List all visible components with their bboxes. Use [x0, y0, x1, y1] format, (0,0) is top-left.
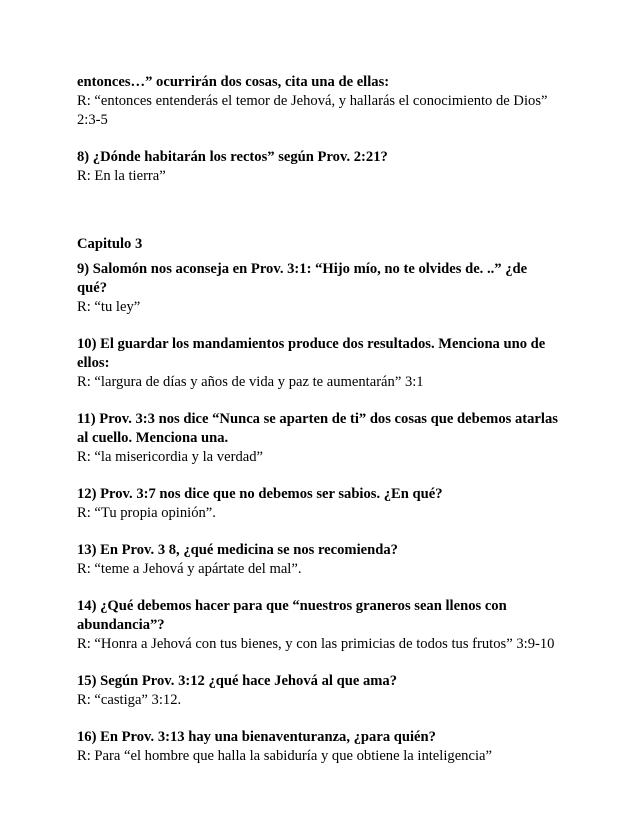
qa-block: [77, 672, 577, 710]
answer-line: R: “castiga” 3:12.: [77, 692, 182, 708]
question-line: 12) Prov. 3:7 nos dice que no debemos ser sabios. ¿En qué?: [77, 486, 443, 502]
question-line: 8) ¿Dónde habitarán los rectos” según Prov. 2:21?: [77, 149, 388, 165]
answer-line: R: “teme a Jehová y apártate del mal”.: [77, 561, 302, 577]
qa-block: [77, 541, 577, 579]
answer-line: R: “Tu propia opinión”.: [77, 505, 216, 521]
question-line: 16) En Prov. 3:13 hay una bienaventuranza, ¿para quién?: [77, 729, 436, 745]
qa-block: [77, 73, 577, 130]
qa-block: [77, 410, 577, 467]
qa-block: [77, 597, 577, 654]
qa-block: [77, 485, 577, 523]
question-line: abundancia”?: [77, 617, 165, 633]
qa-block: [77, 728, 577, 766]
question-line: al cuello. Menciona una.: [77, 430, 229, 446]
question-line: qué?: [77, 280, 108, 296]
question-line: ellos:: [77, 355, 110, 371]
chapter-heading: Capitulo 3: [77, 236, 143, 252]
question-line: 9) Salomón nos aconseja en Prov. 3:1: “Hijo mío, no te olvides de. ..” ¿de: [77, 261, 528, 277]
question-line: entonces…” ocurrirán dos cosas, cita una de ellas:: [77, 74, 390, 90]
question-line: 11) Prov. 3:3 nos dice “Nunca se aparten de ti” dos cosas que debemos atarlas: [77, 411, 558, 427]
answer-line: R: “tu ley”: [77, 299, 141, 315]
answer-line: R: “entonces entenderás el temor de Jehová, y hallarás el conocimiento de Dios”: [77, 93, 548, 109]
question-line: 13) En Prov. 3 8, ¿qué medicina se nos recomienda?: [77, 542, 398, 558]
question-line: 10) El guardar los mandamientos produce dos resultados. Menciona uno de: [77, 336, 546, 352]
document-page: [77, 73, 577, 784]
answer-line: R: “largura de días y años de vida y paz te aumentarán” 3:1: [77, 374, 424, 390]
answer-line: 2:3-5: [77, 112, 108, 128]
answer-line: R: En la tierra”: [77, 168, 166, 184]
answer-line: R: “la misericordia y la verdad”: [77, 449, 263, 465]
question-line: 15) Según Prov. 3:12 ¿qué hace Jehová al que ama?: [77, 673, 397, 689]
answer-line: R: Para “el hombre que halla la sabiduría y que obtiene la inteligencia”: [77, 748, 492, 764]
qa-block: [77, 148, 577, 186]
answer-line: R: “Honra a Jehová con tus bienes, y con las primicias de todos tus frutos” 3:9-10: [77, 636, 555, 652]
question-line: 14) ¿Qué debemos hacer para que “nuestros graneros sean llenos con: [77, 598, 507, 614]
qa-block: [77, 260, 577, 317]
qa-block: [77, 335, 577, 392]
